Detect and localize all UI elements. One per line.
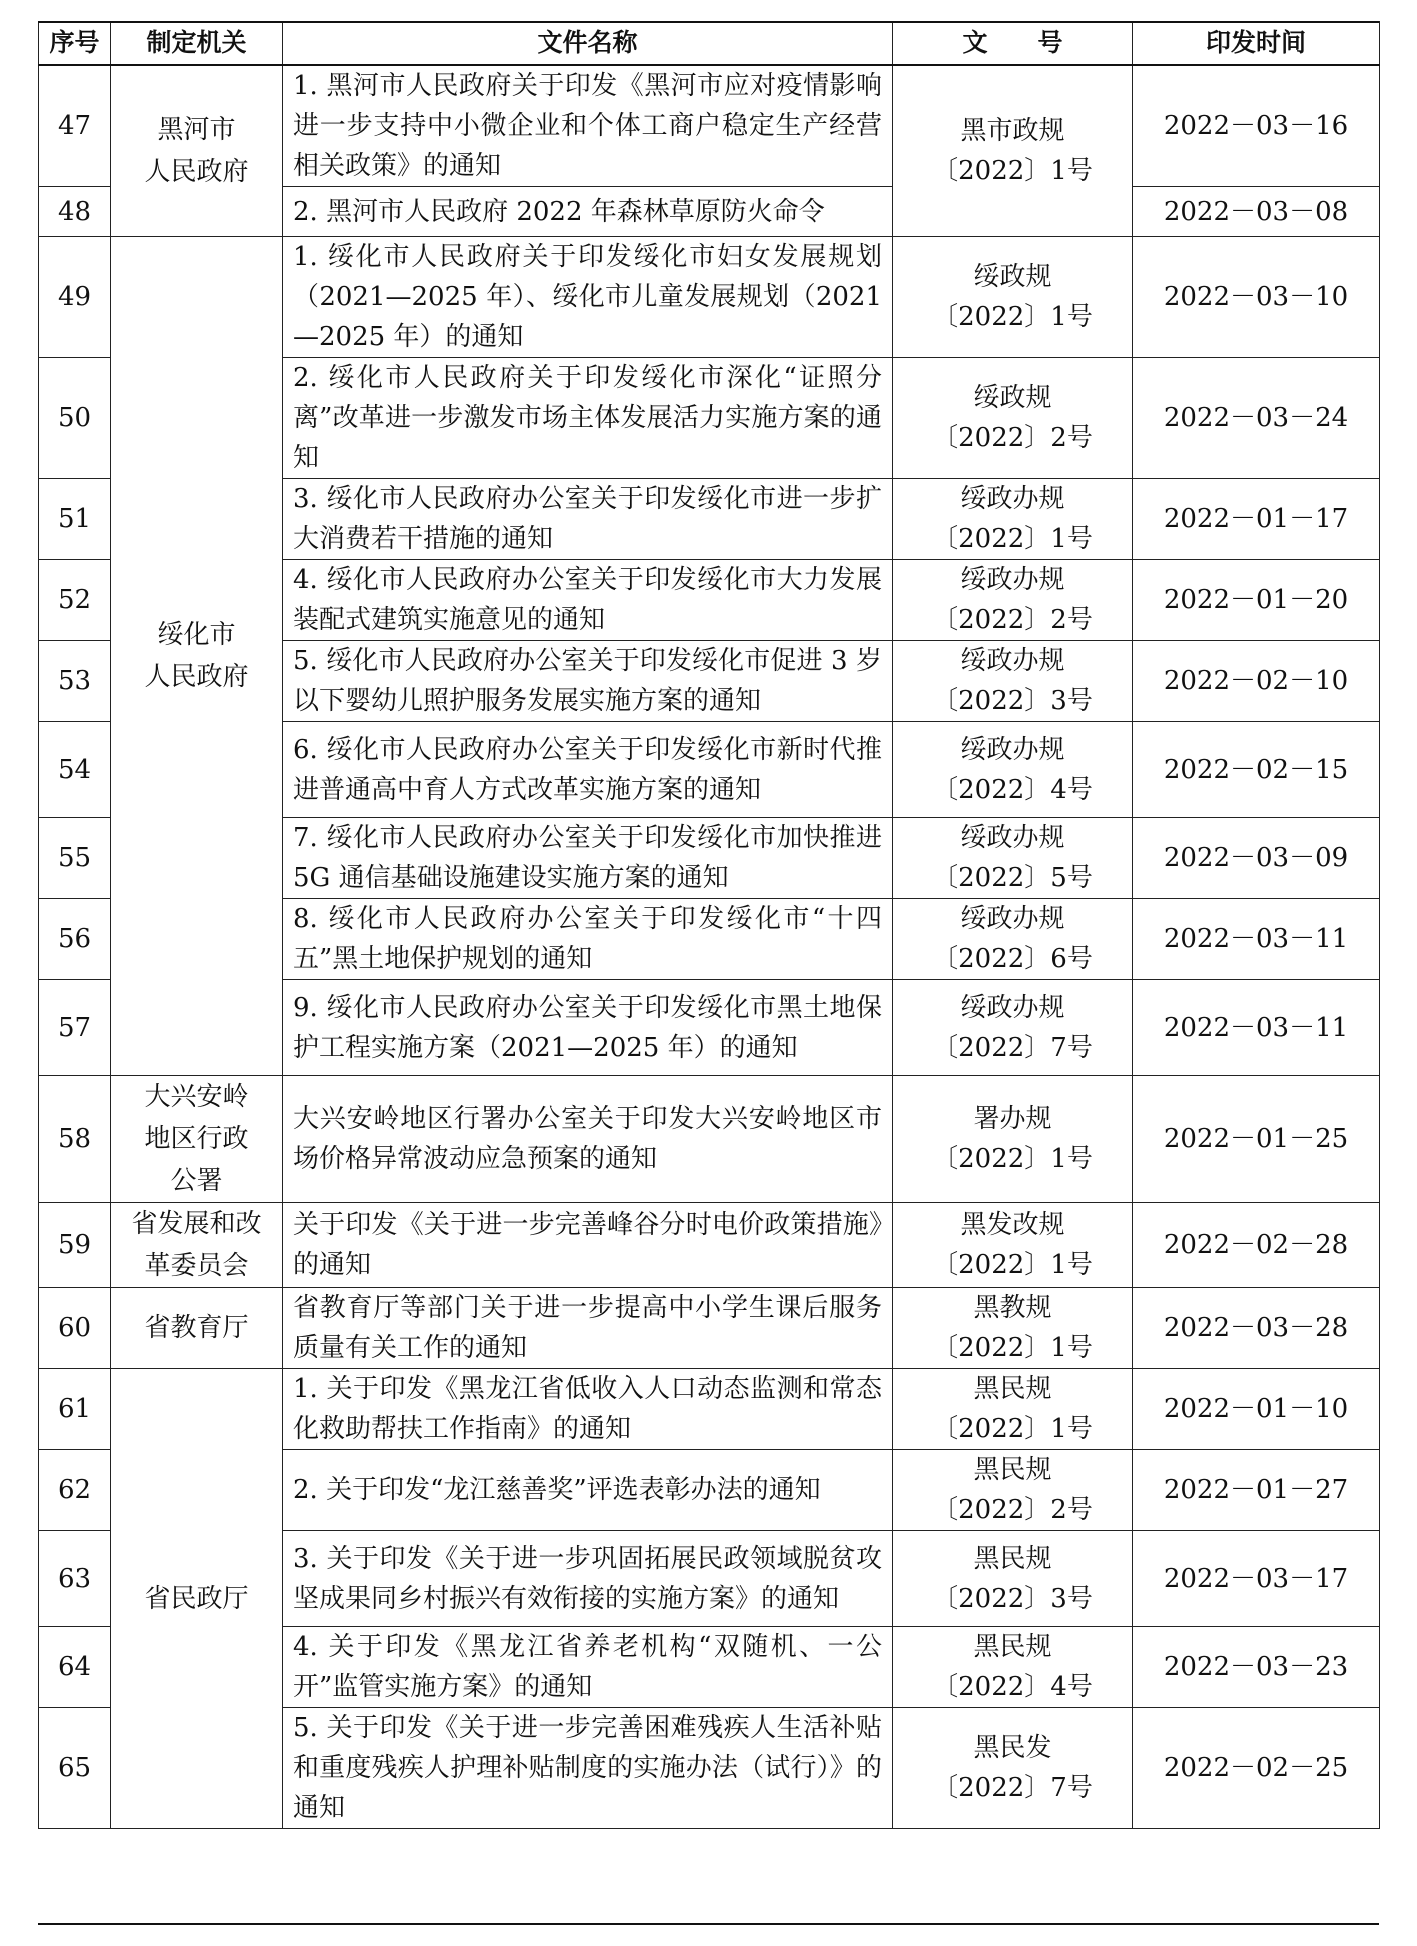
row-title: 4. 绥化市人民政府办公室关于印发绥化市大力发展装配式建筑实施意见的通知: [283, 560, 893, 641]
row-seq: 63: [39, 1531, 111, 1627]
row-title: 5. 绥化市人民政府办公室关于印发绥化市促进 3 岁以下婴幼儿照护服务发展实施方案的通知: [283, 641, 893, 722]
row-date: 2022－03－10: [1133, 237, 1380, 358]
row-title: 1. 黑河市人民政府关于印发《黑河市应对疫情影响进一步支持中小微企业和个体工商户稳定生产经营相关政策》的通知: [283, 65, 893, 187]
row-docno: 黑市政规 〔2022〕1号: [893, 65, 1133, 237]
row-docno: 绥政办规 〔2022〕7号: [893, 980, 1133, 1076]
row-title: 8. 绥化市人民政府办公室关于印发绥化市“十四五”黑土地保护规划的通知: [283, 899, 893, 980]
table-row: [39, 65, 1380, 187]
header-title: 文件名称: [283, 22, 893, 66]
row-date: 2022－02－25: [1133, 1708, 1380, 1829]
row-seq: 65: [39, 1708, 111, 1829]
row-date: 2022－03－28: [1133, 1288, 1380, 1369]
row-title: 6. 绥化市人民政府办公室关于印发绥化市新时代推进普通高中育人方式改革实施方案的通知: [283, 722, 893, 818]
row-org: 省民政厅: [111, 1369, 283, 1829]
row-org: 省发展和改 革委员会: [111, 1203, 283, 1288]
row-seq: 57: [39, 980, 111, 1076]
row-seq: 49: [39, 237, 111, 358]
row-title: 9. 绥化市人民政府办公室关于印发绥化市黑土地保护工程实施方案（2021—2025 年）的通知: [283, 980, 893, 1076]
header-org: 制定机关: [111, 22, 283, 66]
table-row: [39, 1369, 1380, 1450]
row-date: 2022－01－25: [1133, 1076, 1380, 1203]
row-title: 5. 关于印发《关于进一步完善困难残疾人生活补贴和重度残疾人护理补贴制度的实施办法（试行）》的通知: [283, 1708, 893, 1829]
row-seq: 54: [39, 722, 111, 818]
row-seq: 52: [39, 560, 111, 641]
row-date: 2022－02－15: [1133, 722, 1380, 818]
row-docno: 绥政规 〔2022〕2号: [893, 358, 1133, 479]
row-docno: 绥政办规 〔2022〕6号: [893, 899, 1133, 980]
row-org: 省教育厅: [111, 1288, 283, 1369]
row-seq: 59: [39, 1203, 111, 1288]
row-seq: 64: [39, 1627, 111, 1708]
row-title: 4. 关于印发《黑龙江省养老机构“双随机、一公开”监管实施方案》的通知: [283, 1627, 893, 1708]
row-date: 2022－03－24: [1133, 358, 1380, 479]
row-seq: 47: [39, 65, 111, 187]
row-seq: 53: [39, 641, 111, 722]
row-docno: 绥政办规 〔2022〕4号: [893, 722, 1133, 818]
row-title: 3. 关于印发《关于进一步巩固拓展民政领域脱贫攻坚成果同乡村振兴有效衔接的实施方案》的通知: [283, 1531, 893, 1627]
row-docno: 黑发改规 〔2022〕1号: [893, 1203, 1133, 1288]
row-docno: 黑教规 〔2022〕1号: [893, 1288, 1133, 1369]
row-org: 绥化市 人民政府: [111, 237, 283, 1076]
table-row: [39, 237, 1380, 358]
row-docno: 署办规 〔2022〕1号: [893, 1076, 1133, 1203]
row-seq: 51: [39, 479, 111, 560]
row-docno: 黑民规 〔2022〕4号: [893, 1627, 1133, 1708]
row-date: 2022－03－16: [1133, 65, 1380, 187]
row-date: 2022－03－08: [1133, 187, 1380, 237]
row-title: 2. 关于印发“龙江慈善奖”评选表彰办法的通知: [283, 1450, 893, 1531]
row-seq: 48: [39, 187, 111, 237]
row-seq: 55: [39, 818, 111, 899]
row-seq: 61: [39, 1369, 111, 1450]
row-title: 1. 关于印发《黑龙江省低收入人口动态监测和常态化救助帮扶工作指南》的通知: [283, 1369, 893, 1450]
row-seq: 62: [39, 1450, 111, 1531]
row-date: 2022－02－28: [1133, 1203, 1380, 1288]
document-table: [38, 21, 1380, 1829]
row-title: 7. 绥化市人民政府办公室关于印发绥化市加快推进 5G 通信基础设施建设实施方案的通知: [283, 818, 893, 899]
table-row: [39, 1076, 1380, 1203]
row-docno: 黑民发 〔2022〕7号: [893, 1708, 1133, 1829]
row-title: 3. 绥化市人民政府办公室关于印发绥化市进一步扩大消费若干措施的通知: [283, 479, 893, 560]
row-docno: 黑民规 〔2022〕3号: [893, 1531, 1133, 1627]
row-date: 2022－03－17: [1133, 1531, 1380, 1627]
row-docno: 黑民规 〔2022〕2号: [893, 1450, 1133, 1531]
row-org: 黑河市 人民政府: [111, 65, 283, 237]
row-title: 2. 绥化市人民政府关于印发绥化市深化“证照分离”改革进一步激发市场主体发展活力实施方案的通知: [283, 358, 893, 479]
row-docno: 绥政办规 〔2022〕1号: [893, 479, 1133, 560]
row-title: 省教育厅等部门关于进一步提高中小学生课后服务质量有关工作的通知: [283, 1288, 893, 1369]
row-title: 大兴安岭地区行署办公室关于印发大兴安岭地区市场价格异常波动应急预案的通知: [283, 1076, 893, 1203]
row-date: 2022－03－09: [1133, 818, 1380, 899]
row-docno: 绥政规 〔2022〕1号: [893, 237, 1133, 358]
row-title: 关于印发《关于进一步完善峰谷分时电价政策措施》的通知: [283, 1203, 893, 1288]
row-org: 大兴安岭 地区行政 公署: [111, 1076, 283, 1203]
row-date: 2022－03－11: [1133, 980, 1380, 1076]
row-date: 2022－03－23: [1133, 1627, 1380, 1708]
table-body: [39, 65, 1380, 1829]
row-date: 2022－01－27: [1133, 1450, 1380, 1531]
table-header-row: [39, 22, 1380, 66]
table-row: [39, 1288, 1380, 1369]
row-docno: 黑民规 〔2022〕1号: [893, 1369, 1133, 1450]
header-docno: 文 号: [893, 22, 1133, 66]
row-date: 2022－02－10: [1133, 641, 1380, 722]
row-seq: 50: [39, 358, 111, 479]
header-date: 印发时间: [1133, 22, 1380, 66]
row-docno: 绥政办规 〔2022〕2号: [893, 560, 1133, 641]
row-docno: 绥政办规 〔2022〕3号: [893, 641, 1133, 722]
row-date: 2022－01－10: [1133, 1369, 1380, 1450]
row-date: 2022－01－20: [1133, 560, 1380, 641]
row-seq: 58: [39, 1076, 111, 1203]
row-title: 2. 黑河市人民政府 2022 年森林草原防火命令: [283, 187, 893, 237]
row-docno: 绥政办规 〔2022〕5号: [893, 818, 1133, 899]
row-date: 2022－01－17: [1133, 479, 1380, 560]
row-date: 2022－03－11: [1133, 899, 1380, 980]
header-seq: 序号: [39, 22, 111, 66]
row-title: 1. 绥化市人民政府关于印发绥化市妇女发展规划（2021—2025 年）、绥化市儿童发展规划（2021—2025 年）的通知: [283, 237, 893, 358]
row-seq: 60: [39, 1288, 111, 1369]
row-seq: 56: [39, 899, 111, 980]
table-row: [39, 1203, 1380, 1288]
